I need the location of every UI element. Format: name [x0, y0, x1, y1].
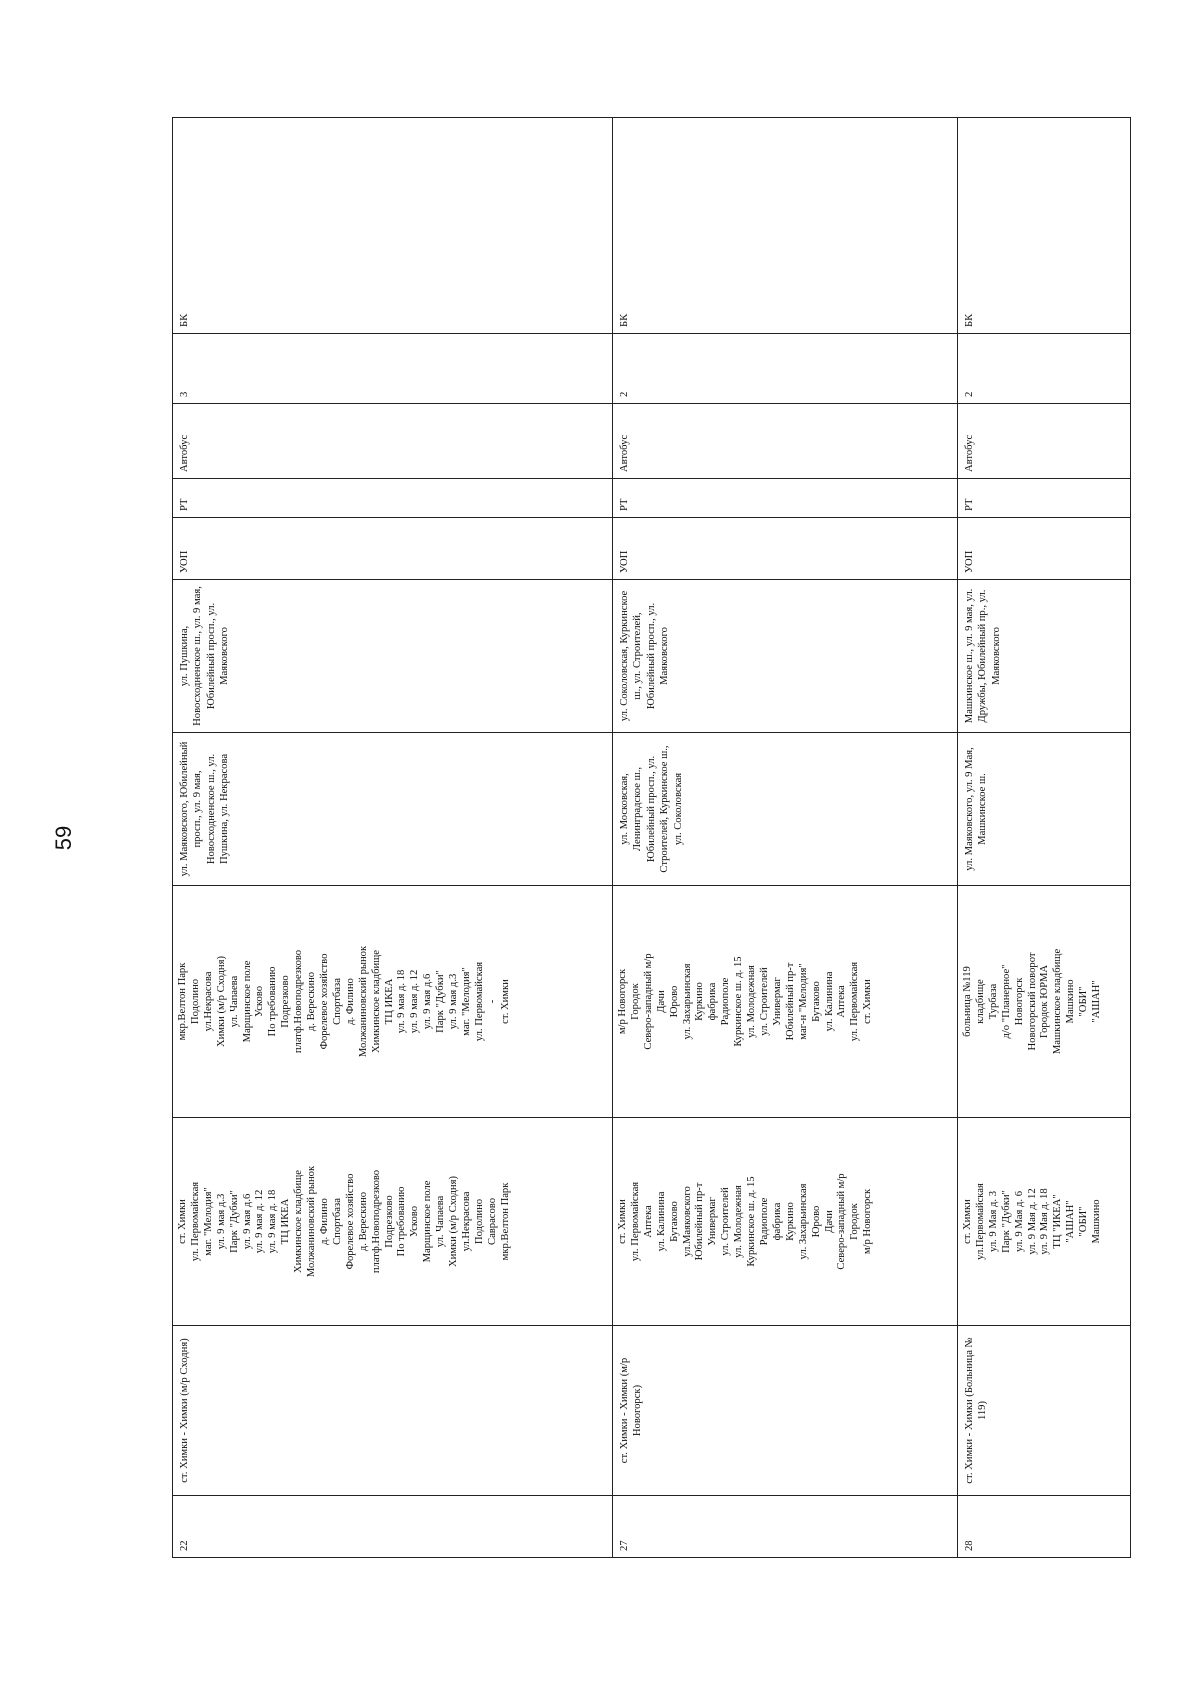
stop-name: ул. Молодежная: [746, 965, 758, 1038]
vehicle-count: [613, 334, 958, 404]
stop-name: ул. 9 мая д.6: [422, 973, 434, 1030]
streets-forward: [958, 733, 1131, 886]
stop-name: Марщинское поле: [422, 1180, 434, 1263]
route-name-text: ст. Химки - Химки (м/р Сходня): [179, 1338, 190, 1483]
tariff-type-text: РТ: [179, 498, 190, 511]
stop-name: м/р Новогорск: [862, 1188, 874, 1255]
stop-name: Новогорский поворот: [1026, 952, 1038, 1051]
stop-name: Химки (м/р Сходня): [448, 1175, 460, 1268]
stop-name: "АШАН": [1065, 1200, 1077, 1243]
stop-name: ул. Захарьинская: [681, 963, 693, 1040]
stop-name: ул. 9 мая д.3: [215, 1193, 227, 1250]
stop-name: м/р Новогорск: [617, 968, 628, 1035]
stop-name: Куркинское ш. д. 15: [733, 956, 745, 1047]
stop-name: Химкинское кладбище: [370, 949, 382, 1054]
streets-forward-text: ул. Маяковского, Юбилейный просп., ул. 9 мая, Новосходненское ш., ул. Пушкина, ул. Некрасова: [179, 741, 231, 877]
stop-name: Аптека: [642, 1205, 654, 1238]
stop-name: Молжаниновский рынок: [306, 1165, 318, 1278]
vehicle-class: [613, 118, 958, 334]
stop-name: ул.Некрасова: [202, 971, 214, 1032]
tariff-type: [958, 479, 1131, 518]
stop-name: ст. Химки: [177, 1199, 188, 1244]
stop-name: Химкинское кладбище: [293, 1169, 305, 1274]
stop-name: Северо-западный м/р: [642, 953, 654, 1050]
stop-name: ул. 9 мая д. 12: [254, 1189, 266, 1254]
stop-name: д. Верескино: [357, 1191, 369, 1252]
route-row: [613, 118, 958, 1558]
stop-name: Радиополе: [720, 977, 732, 1026]
order-of-stops: [958, 518, 1131, 580]
route-name-text: ст. Химки - Химки (Больница № 119): [964, 1337, 989, 1484]
stop-name: Универмаг: [707, 1197, 719, 1246]
stop-name: ул. Чапаева: [435, 1195, 447, 1248]
stop-name: ул.Первомайская: [974, 1183, 986, 1260]
stop-name: Усково: [254, 985, 266, 1018]
stop-name: ул. Первомайская: [849, 961, 861, 1042]
stop-name: Новогорск: [1013, 977, 1025, 1026]
stop-name: ул. 9 мая д. 18: [267, 1189, 279, 1254]
stop-name: Усково: [409, 1205, 421, 1238]
streets-backward: [613, 580, 958, 733]
stop-name: ул.Некрасова: [460, 1191, 472, 1252]
stop-name: ул. Первомайская: [189, 1181, 201, 1262]
stop-name: ТЦ "ИКЕА": [1052, 1194, 1064, 1249]
routes-table-wrapper: [172, 118, 1130, 1558]
routes-table-body: [173, 118, 1131, 1558]
stop-name: Аптека: [836, 985, 848, 1018]
tariff-type-text: РТ: [964, 498, 975, 511]
stop-name: ТЦ ИКЕА: [280, 1198, 292, 1245]
stop-name: ст. Химки: [499, 979, 511, 1024]
vehicle-type-text: Автобус: [179, 434, 190, 472]
order-of-stops-text: УОП: [964, 550, 975, 573]
vehicle-count-text: 2: [619, 391, 630, 397]
order-of-stops-text: УОП: [619, 550, 630, 573]
stop-name: больница №119: [962, 966, 973, 1037]
vehicle-class-text: БК: [964, 313, 975, 327]
stop-name: ул. 9 Мая д. 3: [987, 1191, 999, 1252]
stop-name: ул. Первомайская: [629, 1181, 641, 1262]
stop-name: По требованию: [396, 1186, 408, 1257]
stop-name: ул. Чапаева: [228, 975, 240, 1028]
route-row: [958, 118, 1131, 1558]
stop-name: Саврасово: [486, 1198, 498, 1245]
stop-name: Подрезково: [383, 1195, 395, 1248]
stop-name: ст. Химки: [962, 1199, 973, 1244]
streets-backward: [958, 580, 1131, 733]
stop-name: Спортбаза: [331, 1198, 343, 1245]
stop-name: Машкино: [1065, 979, 1077, 1024]
streets-backward: [173, 580, 613, 733]
stop-name: маг. "Мелодия": [460, 967, 472, 1036]
stops-backward: [958, 886, 1131, 1118]
stop-name: ст. Химки: [862, 979, 874, 1024]
order-of-stops-text: УОП: [179, 550, 190, 573]
stop-name: платф.Новоподрезково: [293, 949, 305, 1054]
stop-name: ул.Маяковского: [681, 1186, 693, 1257]
stop-name: фабрика: [707, 982, 719, 1021]
route-name: [173, 1326, 613, 1496]
stop-name: ул. Калинина: [823, 971, 835, 1032]
route-number-text: 28: [964, 1540, 975, 1551]
vehicle-type-text: Автобус: [619, 434, 630, 472]
stop-name: Подрезково: [280, 975, 292, 1028]
route-name: [613, 1326, 958, 1496]
stop-name: ул. 9 мая д. 18: [396, 969, 408, 1034]
stop-name: Марщинское поле: [241, 960, 253, 1043]
stop-name: Форелевое хозяйство: [318, 953, 330, 1050]
stops-forward: [958, 1118, 1131, 1326]
streets-forward: [173, 733, 613, 886]
vehicle-count-text: 3: [179, 391, 190, 397]
streets-backward-text: ул. Пушкина, Новосходненское ш., ул. 9 мая, Юбилейный просп., ул. Маяковского: [179, 586, 231, 726]
stop-name: кладбище: [974, 979, 986, 1024]
stop-name: Бутаково: [668, 1201, 680, 1242]
stop-name: Юрово: [668, 985, 680, 1018]
tariff-type: [173, 479, 613, 518]
stop-name: Парк "Дубки": [1000, 1190, 1012, 1253]
stop-name: Бутаково: [810, 981, 822, 1022]
order-of-stops: [613, 518, 958, 580]
stop-name: д/о "Планерное": [1000, 964, 1012, 1039]
stop-name: Подолино: [189, 978, 201, 1025]
stop-name: ул. Калинина: [655, 1191, 667, 1252]
stop-name: Парк "Дубки": [435, 970, 447, 1033]
stop-name: ул. 9 Мая д. 6: [1013, 1191, 1025, 1252]
stop-name: ул. 9 мая д.6: [241, 1193, 253, 1250]
stop-name: ТЦ ИКЕА: [383, 978, 395, 1025]
stop-name: Юбилейный пр-т: [784, 962, 796, 1041]
stop-name: ул. 9 мая д. 12: [409, 969, 421, 1034]
streets-forward: [613, 733, 958, 886]
streets-forward-text: ул. Маяковского, ул. 9 Мая, Машкинское ш.: [964, 747, 989, 871]
vehicle-class-text: БК: [179, 313, 190, 327]
stop-name: Куркино: [784, 1202, 796, 1241]
route-number: [613, 1496, 958, 1558]
stop-name: ул. 9 Мая д. 12: [1026, 1188, 1038, 1255]
stop-name: Городок: [849, 1203, 861, 1240]
stop-name: маг-н "Мелодия": [797, 963, 809, 1040]
stop-name: ул. Строителей: [720, 1187, 732, 1256]
stop-name: Северо-западный м/р: [836, 1173, 848, 1270]
vehicle-type-text: Автобус: [964, 434, 975, 472]
page-number: [44, 818, 84, 858]
stops-backward: [613, 886, 958, 1118]
route-name: [958, 1326, 1131, 1496]
stop-name: платф.Новоподрезково: [370, 1169, 382, 1274]
stop-name: Машкино: [1091, 1199, 1103, 1244]
routes-table: [172, 117, 1131, 1558]
stop-name: Дачи: [655, 990, 667, 1013]
stop-name: Химки (м/р Сходня): [215, 955, 227, 1048]
stop-name: Спортбаза: [331, 978, 343, 1025]
stop-name: ул. Молодежная: [733, 1185, 745, 1258]
stop-name: д. Филино: [318, 1198, 330, 1245]
streets-backward-text: ул. Соколовская, Куркинское ш., ул. Строителей, Юбилейный просп., ул. Маяковского: [619, 590, 671, 722]
stop-name: Радиополе: [758, 1197, 770, 1246]
vehicle-type: [958, 404, 1131, 479]
streets-forward-text: ул. Московская, Ленинградское ш., Юбилейный просп., ул. Строителей, Куркинское ш., ул. Соколовская: [619, 745, 684, 873]
stop-name: "АШАН": [1091, 980, 1103, 1023]
stop-name: ул. 9 Мая д. 18: [1039, 1188, 1051, 1255]
stop-name: По требованию: [267, 966, 279, 1037]
stop-name: д. Филино: [344, 978, 356, 1025]
vehicle-class-text: БК: [619, 313, 630, 327]
stops-forward: [173, 1118, 613, 1326]
stop-name: Турбаза: [987, 983, 999, 1020]
stop-name: ст. Химки: [617, 1199, 628, 1244]
stop-name: Форелевое хозяйство: [344, 1173, 356, 1270]
order-of-stops: [173, 518, 613, 580]
streets-backward-text: Машкинское ш., ул. 9 мая, ул. Дружбы, Юбилейный пр., ул. Маяковского: [964, 588, 1002, 724]
stop-name: -: [486, 999, 498, 1004]
vehicle-count-text: 2: [964, 391, 975, 397]
stop-name: Юбилейный пр-т: [694, 1182, 706, 1261]
stop-name: мкр.Велтон Парк: [499, 1182, 511, 1261]
route-number-text: 22: [179, 1540, 190, 1551]
stop-name: ул. Строителей: [758, 967, 770, 1036]
route-number-text: 27: [619, 1540, 630, 1551]
stop-name: Куркинское ш. д. 15: [746, 1176, 758, 1267]
stop-name: ул. Первомайская: [473, 961, 485, 1042]
stop-name: ул. Захарьинская: [797, 1183, 809, 1260]
stop-name: ул. 9 мая д.3: [448, 973, 460, 1030]
stop-name: мкр.Велтон Парк: [177, 962, 188, 1041]
stop-name: "ОБИ": [1078, 986, 1090, 1017]
stop-name: Юрово: [810, 1205, 822, 1238]
stop-name: Молжаниновский рынок: [357, 945, 369, 1058]
stop-name: Городок: [629, 983, 641, 1020]
vehicle-count: [958, 334, 1131, 404]
stop-name: д. Верескино: [306, 971, 318, 1032]
stop-name: Куркино: [694, 982, 706, 1021]
tariff-type-text: РТ: [619, 498, 630, 511]
stop-name: Подолино: [473, 1198, 485, 1245]
page-number-text: 59: [50, 825, 76, 851]
stop-name: Машкинское кладбище: [1052, 948, 1064, 1055]
route-number: [173, 1496, 613, 1558]
stop-name: маг. "Мелодия": [202, 1187, 214, 1256]
vehicle-type: [613, 404, 958, 479]
route-name-text: ст. Химки - Химки (м/р Новогорск): [619, 1357, 644, 1464]
stop-name: фабрика: [771, 1202, 783, 1241]
vehicle-class: [958, 118, 1131, 334]
stops-backward: [173, 886, 613, 1118]
stop-name: Городок ЮРМА: [1039, 964, 1051, 1039]
tariff-type: [613, 479, 958, 518]
vehicle-count: [173, 334, 613, 404]
vehicle-type: [173, 404, 613, 479]
route-number: [958, 1496, 1131, 1558]
stop-name: Парк "Дубки": [228, 1190, 240, 1253]
stop-name: Дачи: [823, 1210, 835, 1233]
stop-name: Универмаг: [771, 977, 783, 1026]
vehicle-class: [173, 118, 613, 334]
route-row: [173, 118, 613, 1558]
stop-name: "ОБИ": [1078, 1206, 1090, 1237]
stops-forward: [613, 1118, 958, 1326]
